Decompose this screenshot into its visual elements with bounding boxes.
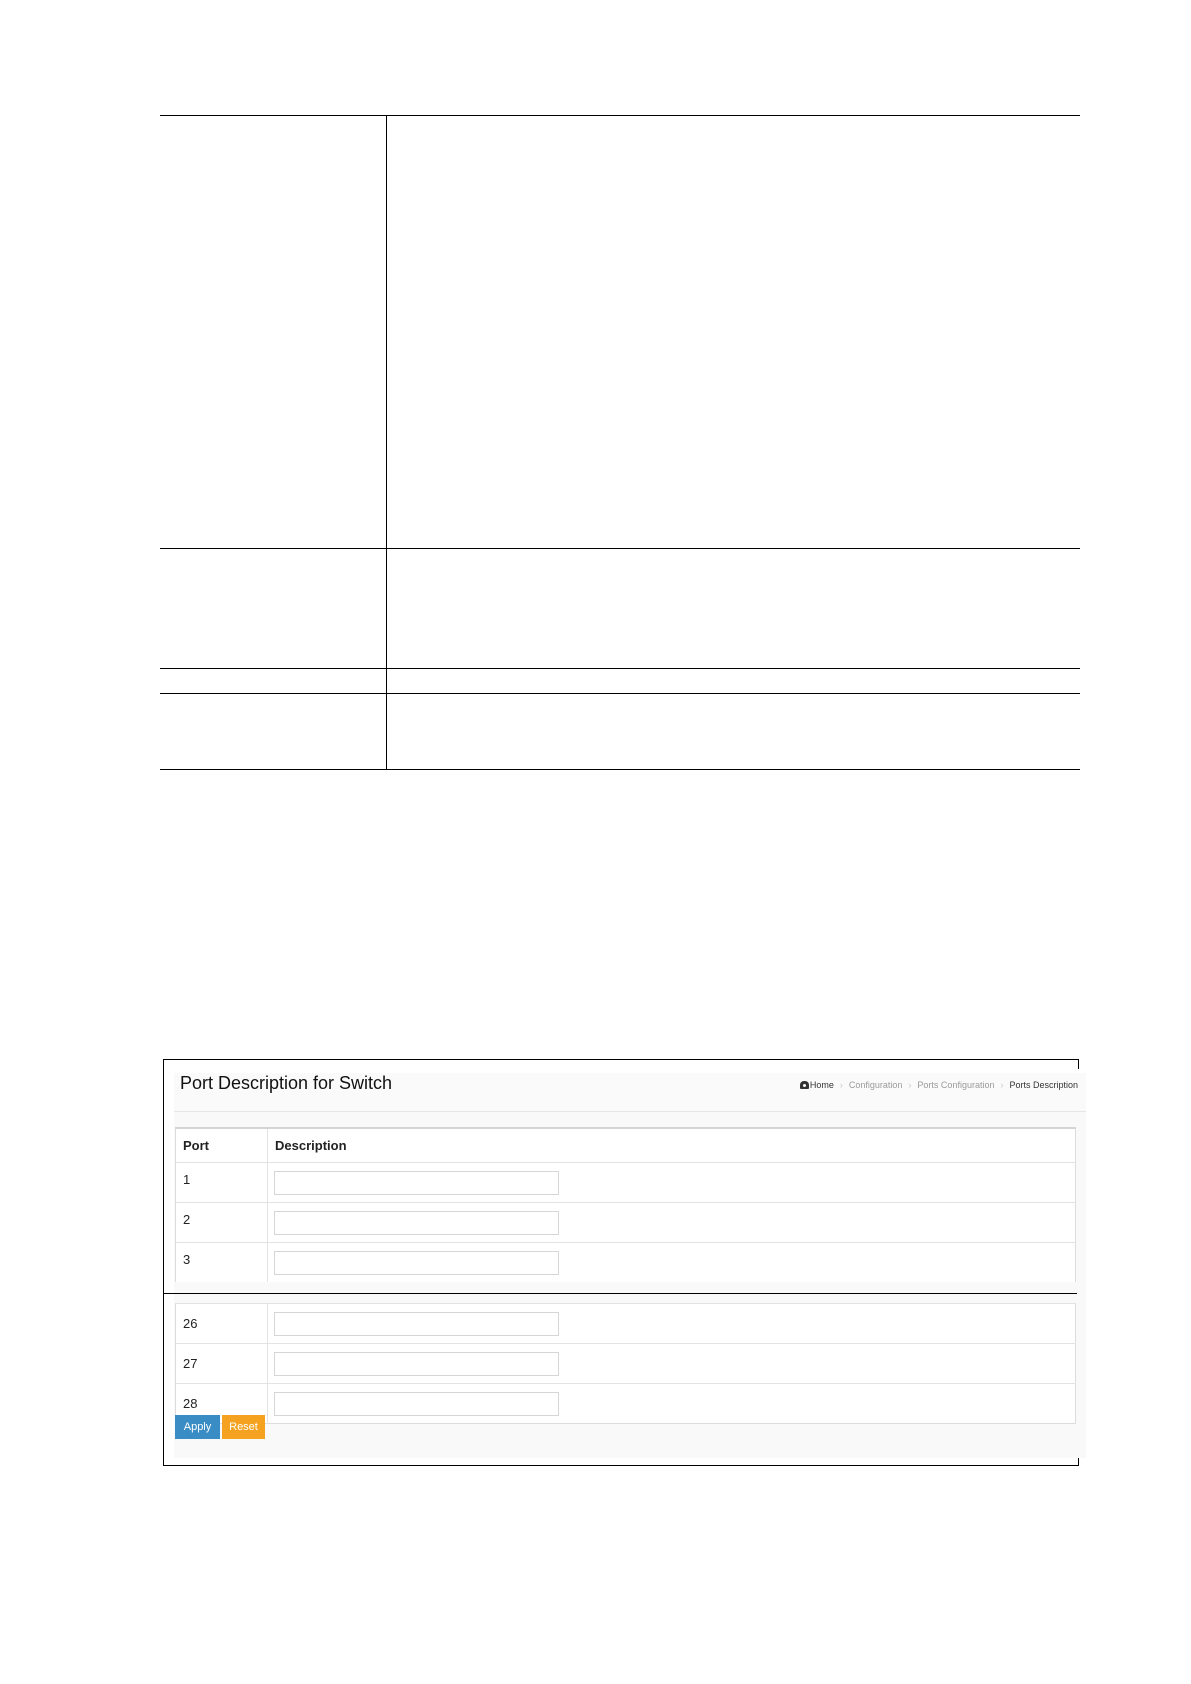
table-row bbox=[176, 1384, 1076, 1424]
breadcrumb-separator: › bbox=[1000, 1080, 1004, 1090]
breadcrumb-separator: › bbox=[839, 1080, 843, 1090]
breadcrumb-ports-description: Ports Description bbox=[1009, 1080, 1078, 1090]
description-input[interactable] bbox=[274, 1171, 559, 1195]
table-column-divider bbox=[386, 115, 387, 770]
frame-border bbox=[163, 1465, 1079, 1466]
description-input[interactable] bbox=[274, 1251, 559, 1275]
description-cell bbox=[268, 1384, 1076, 1424]
screenshot-figure bbox=[163, 1059, 1079, 1466]
description-input[interactable] bbox=[274, 1312, 559, 1336]
breadcrumb-home-label: Home bbox=[809, 1080, 834, 1090]
description-column-header: Description bbox=[268, 1128, 1076, 1163]
port-number: 27 bbox=[176, 1344, 268, 1384]
table-rule bbox=[160, 668, 1080, 669]
panel-header bbox=[174, 1073, 1086, 1112]
port-description-panel bbox=[174, 1073, 1086, 1458]
port-number: 3 bbox=[176, 1243, 268, 1283]
breadcrumb bbox=[800, 1080, 1078, 1090]
table-row bbox=[176, 1304, 1076, 1344]
table-header-row bbox=[176, 1128, 1076, 1163]
port-number: 1 bbox=[176, 1163, 268, 1203]
page-title: Port Description for Switch bbox=[180, 1073, 393, 1093]
table-rule bbox=[160, 548, 1080, 549]
port-number: 28 bbox=[176, 1384, 268, 1424]
breadcrumb-ports-configuration[interactable]: Ports Configuration bbox=[917, 1080, 995, 1090]
ports-table-top bbox=[175, 1127, 1076, 1282]
table-row bbox=[176, 1203, 1076, 1243]
table-row bbox=[176, 1344, 1076, 1384]
frame-border bbox=[163, 1059, 1079, 1060]
breadcrumb-separator: › bbox=[908, 1080, 912, 1090]
frame-border bbox=[1078, 1059, 1079, 1069]
table-rule bbox=[160, 115, 1080, 116]
frame-border bbox=[163, 1059, 164, 1466]
description-input[interactable] bbox=[274, 1392, 559, 1416]
apply-button[interactable]: Apply bbox=[175, 1415, 220, 1439]
home-icon bbox=[800, 1081, 809, 1089]
reset-button[interactable]: Reset bbox=[222, 1415, 265, 1439]
description-cell bbox=[268, 1203, 1076, 1243]
table-rule bbox=[160, 769, 1080, 770]
port-number: 2 bbox=[176, 1203, 268, 1243]
port-number: 26 bbox=[176, 1304, 268, 1344]
table-row bbox=[176, 1163, 1076, 1203]
manual-table bbox=[160, 115, 1080, 770]
description-cell bbox=[268, 1163, 1076, 1203]
ports-table-bottom bbox=[175, 1303, 1076, 1424]
crop-divider bbox=[163, 1293, 1077, 1294]
table-row bbox=[176, 1243, 1076, 1283]
description-cell bbox=[268, 1243, 1076, 1283]
description-input[interactable] bbox=[274, 1211, 559, 1235]
description-cell bbox=[268, 1344, 1076, 1384]
description-cell bbox=[268, 1304, 1076, 1344]
description-input[interactable] bbox=[274, 1352, 559, 1376]
breadcrumb-configuration[interactable]: Configuration bbox=[848, 1080, 903, 1090]
table-rule bbox=[160, 693, 1080, 694]
breadcrumb-home[interactable] bbox=[800, 1080, 834, 1090]
port-column-header: Port bbox=[176, 1128, 268, 1163]
